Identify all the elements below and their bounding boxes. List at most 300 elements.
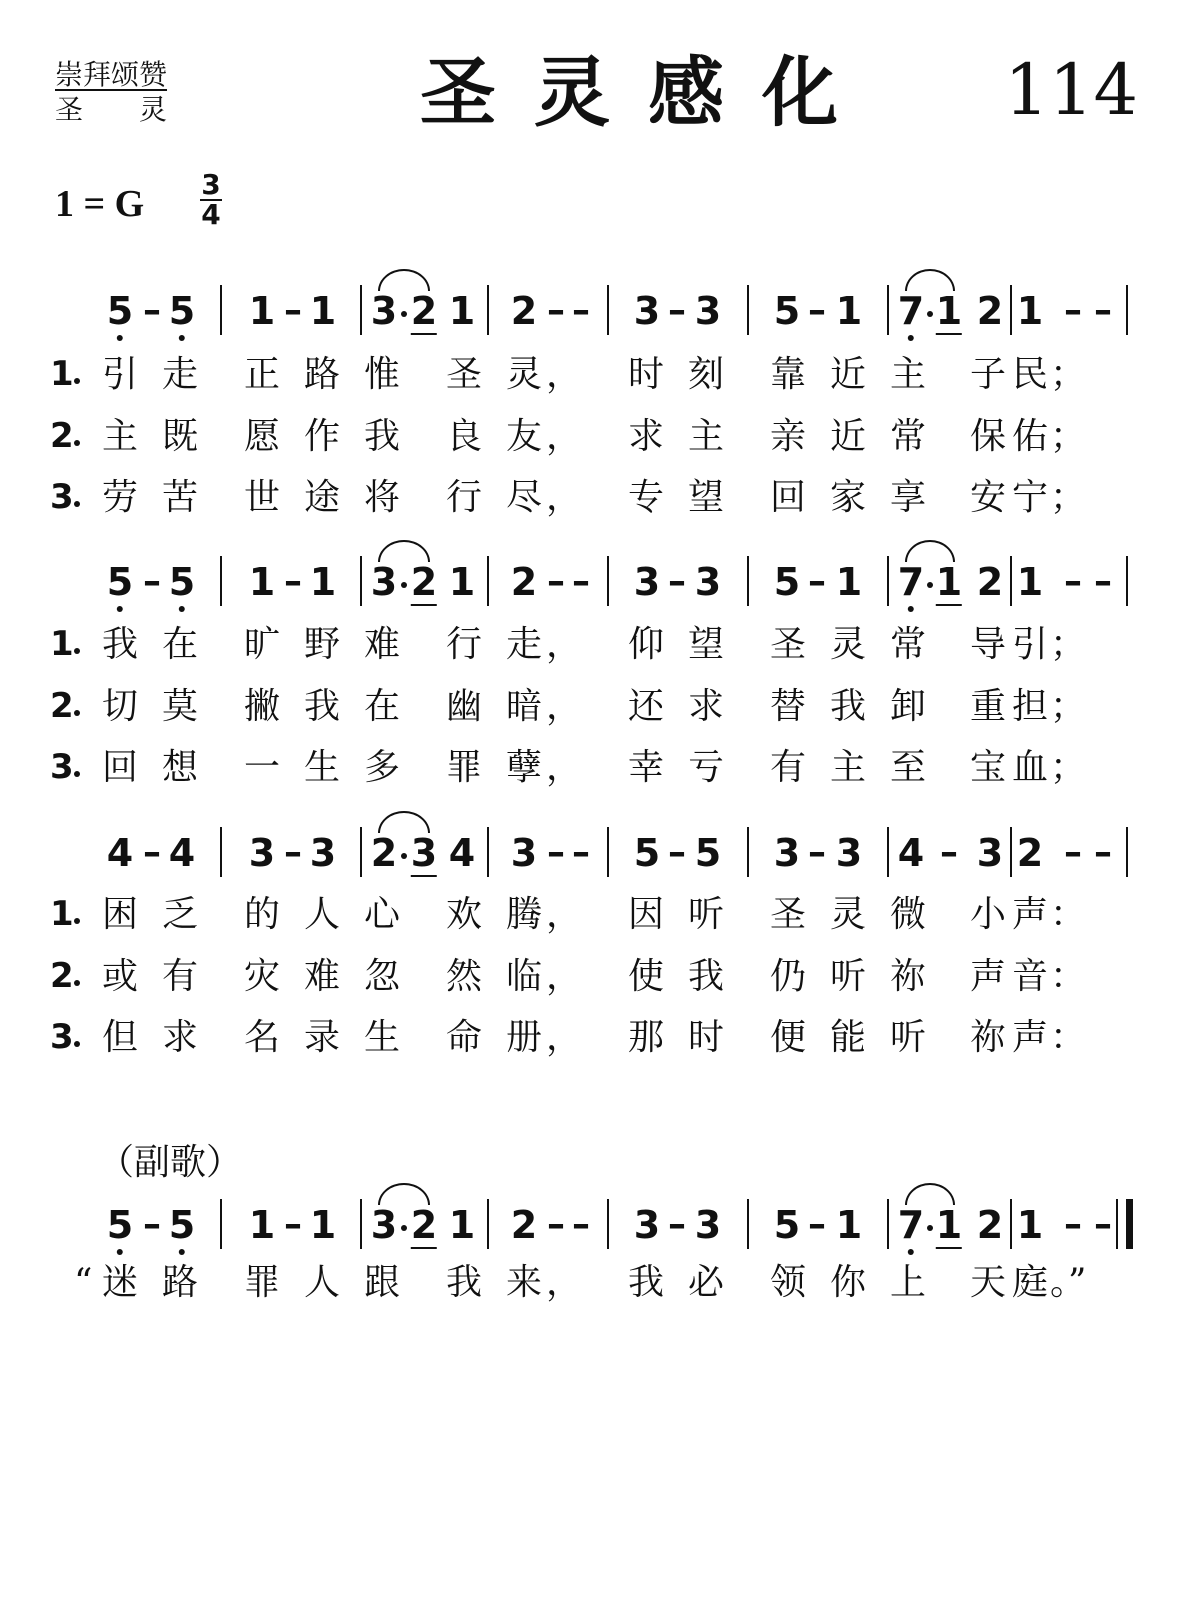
- lyric-char: 但: [101, 1017, 139, 1058]
- note-dash: –: [1064, 1204, 1082, 1245]
- lyric-punctuation: ，: [546, 747, 583, 788]
- lyric-char: 尽: [505, 477, 543, 518]
- note: 3: [694, 560, 722, 604]
- lyric-char: 家: [829, 477, 867, 518]
- note: 3: [370, 560, 398, 604]
- time-signature-top: 3: [201, 168, 221, 201]
- lyric-char: 听: [829, 956, 867, 997]
- lyric-char: 常: [889, 624, 927, 665]
- lyric-char: 仍: [769, 956, 807, 997]
- lyric-char: 然: [445, 956, 483, 997]
- note: 3: [773, 831, 801, 875]
- note: 1: [448, 289, 476, 333]
- lyric-punctuation: ，: [546, 354, 583, 395]
- barline: [607, 285, 609, 335]
- low-octave-dot: [908, 335, 914, 341]
- note: 2: [410, 560, 438, 604]
- lyric-char: 灵: [829, 894, 867, 935]
- lyric-char: 听: [889, 1017, 927, 1058]
- note: 1: [248, 289, 276, 333]
- lyric-line: [0, 747, 1200, 797]
- lyric-char: 人: [303, 1262, 341, 1303]
- note: 3: [510, 831, 538, 875]
- lyric-char: 行: [445, 624, 483, 665]
- note-dash: –: [547, 290, 565, 331]
- lyric-char: 我: [445, 1262, 483, 1303]
- lyric-char: 来: [505, 1262, 543, 1303]
- lyric-char: 册: [505, 1017, 543, 1058]
- lyric-line: [0, 894, 1200, 944]
- lyric-char: 专: [627, 477, 665, 518]
- notation-line: [0, 285, 1200, 345]
- note: 1: [935, 1203, 963, 1247]
- lyric-punctuation: ；: [1050, 686, 1087, 727]
- lyric-char: 我: [627, 1262, 665, 1303]
- verse-number-dot: [74, 440, 80, 446]
- verse-number-dot: [74, 771, 80, 777]
- lyric-char: 莫: [161, 686, 199, 727]
- note: 1: [935, 289, 963, 333]
- note: 5: [107, 289, 133, 333]
- note-dash: –: [284, 290, 302, 331]
- slur-mark: [905, 540, 955, 562]
- lyric-char: 刻: [687, 354, 725, 395]
- barline: [487, 285, 489, 335]
- lyric-char: 的: [243, 894, 281, 935]
- lyric-char: 临: [505, 956, 543, 997]
- barline: [747, 827, 749, 877]
- note: 1: [309, 1203, 337, 1247]
- lyric-char: 引: [101, 354, 139, 395]
- lyric-char: 声: [969, 956, 1007, 997]
- note: 4: [168, 831, 196, 875]
- note: 7: [898, 1203, 924, 1247]
- eighth-underline: [936, 1247, 962, 1249]
- lyric-punctuation: 。”: [1050, 1262, 1087, 1303]
- lyric-char: 命: [445, 1017, 483, 1058]
- lyric-punctuation: ；: [1050, 416, 1087, 457]
- lyric-char: 保: [969, 416, 1007, 457]
- lyric-char: 佑: [1011, 416, 1049, 457]
- note-dash: –: [1064, 832, 1082, 873]
- lyric-char: 时: [627, 354, 665, 395]
- barline: [1126, 827, 1128, 877]
- verse-number: 1: [50, 624, 74, 664]
- lyric-punctuation: ，: [546, 416, 583, 457]
- lyric-line: [0, 1017, 1200, 1067]
- lyric-char: 或: [101, 956, 139, 997]
- note: 1: [1016, 560, 1044, 604]
- note: 3: [633, 1203, 661, 1247]
- lyric-punctuation: ：: [1050, 894, 1087, 935]
- barline: [360, 556, 362, 606]
- verse-number-dot: [74, 710, 80, 716]
- note-dash: –: [547, 561, 565, 602]
- lyric-char: 音: [1011, 956, 1049, 997]
- notation-line: [0, 556, 1200, 616]
- lyric-char: 既: [161, 416, 199, 457]
- note: 3: [633, 289, 661, 333]
- lyric-char: 作: [303, 416, 341, 457]
- verse-number-dot: [74, 378, 80, 384]
- lyric-char: 求: [687, 686, 725, 727]
- note: 2: [976, 289, 1004, 333]
- verse-number: 1: [50, 894, 74, 934]
- barline: [220, 556, 222, 606]
- note-dash: –: [1094, 290, 1112, 331]
- lyric-char: 主: [829, 747, 867, 788]
- note: 3: [633, 560, 661, 604]
- lyric-char: 导: [969, 624, 1007, 665]
- note: 5: [694, 831, 722, 875]
- lyric-char: 因: [627, 894, 665, 935]
- note: 5: [773, 1203, 801, 1247]
- lyric-char: 愿: [243, 416, 281, 457]
- lyric-char: 我: [687, 956, 725, 997]
- lyric-char: 求: [627, 416, 665, 457]
- note: 1: [309, 560, 337, 604]
- lyric-char: 使: [627, 956, 665, 997]
- lyric-char: 罪: [445, 747, 483, 788]
- lyric-char: 主: [889, 354, 927, 395]
- note: 1: [448, 1203, 476, 1247]
- lyric-char: 罪: [243, 1262, 281, 1303]
- note: 3: [410, 831, 438, 875]
- note-dash: –: [143, 832, 161, 873]
- note-dash: –: [547, 832, 565, 873]
- note: 2: [410, 289, 438, 333]
- lyric-char: 近: [829, 416, 867, 457]
- lyric-char: 主: [101, 416, 139, 457]
- lyric-char: 正: [243, 354, 281, 395]
- note: 5: [107, 560, 133, 604]
- verse-number: 3: [50, 477, 74, 517]
- note: 2: [976, 560, 1004, 604]
- lyric-char: 重: [969, 686, 1007, 727]
- lyric-char: 圣: [445, 354, 483, 395]
- barline: [887, 556, 889, 606]
- note-dash: –: [572, 1204, 590, 1245]
- lyric-char: 有: [769, 747, 807, 788]
- lyric-char: 灾: [243, 956, 281, 997]
- note: 2: [510, 1203, 538, 1247]
- lyric-char: 世: [243, 477, 281, 518]
- note: 1: [309, 289, 337, 333]
- note-dash: –: [143, 561, 161, 602]
- note: 7: [898, 560, 924, 604]
- note: 2: [510, 560, 538, 604]
- lyric-char: 还: [627, 686, 665, 727]
- note-dash: –: [668, 290, 686, 331]
- lyric-char: 难: [303, 956, 341, 997]
- lyric-char: 时: [687, 1017, 725, 1058]
- barline: [1126, 1199, 1133, 1249]
- lyric-char: 走: [161, 354, 199, 395]
- lyric-char: 路: [161, 1262, 199, 1303]
- lyric-char: 回: [101, 747, 139, 788]
- barline: [487, 1199, 489, 1249]
- note-dash: –: [1064, 290, 1082, 331]
- verse-number-dot: [74, 501, 80, 507]
- lyric-char: 上: [889, 1262, 927, 1303]
- lyric-char: 途: [303, 477, 341, 518]
- lyric-char: 望: [687, 477, 725, 518]
- note: 3: [694, 289, 722, 333]
- lyric-char: 便: [769, 1017, 807, 1058]
- slur-mark: [905, 269, 955, 291]
- lyric-char: 切: [101, 686, 139, 727]
- barline: [607, 556, 609, 606]
- lyric-char: 享: [889, 477, 927, 518]
- barline: [360, 285, 362, 335]
- lyric-char: 暗: [505, 686, 543, 727]
- lyric-char: 孽: [505, 747, 543, 788]
- augmentation-dot: [401, 311, 407, 317]
- barline: [607, 1199, 609, 1249]
- lyric-char: 至: [889, 747, 927, 788]
- note-dash: –: [572, 832, 590, 873]
- barline: [360, 827, 362, 877]
- note: 5: [169, 560, 195, 604]
- note: 7: [898, 289, 924, 333]
- lyric-punctuation: ，: [546, 686, 583, 727]
- note: 3: [309, 831, 337, 875]
- verse-number: 3: [50, 747, 74, 787]
- lyric-char: 录: [303, 1017, 341, 1058]
- note-dash: –: [808, 1204, 826, 1245]
- lyric-char: 心: [363, 894, 401, 935]
- lyric-char: 天: [969, 1262, 1007, 1303]
- lyric-char: 迷: [101, 1262, 139, 1303]
- lyric-char: 欢: [445, 894, 483, 935]
- note: 1: [835, 289, 863, 333]
- note: 3: [976, 831, 1004, 875]
- lyric-punctuation: ，: [546, 894, 583, 935]
- lyric-char: 良: [445, 416, 483, 457]
- augmentation-dot: [927, 582, 933, 588]
- low-octave-dot: [117, 335, 123, 341]
- note-dash: –: [572, 290, 590, 331]
- lyric-char: 难: [363, 624, 401, 665]
- lyric-char: 望: [687, 624, 725, 665]
- note-dash: –: [668, 1204, 686, 1245]
- lyric-char: 小: [969, 894, 1007, 935]
- note-dash: –: [808, 290, 826, 331]
- slur-mark: [378, 540, 430, 562]
- note: 2: [1016, 831, 1044, 875]
- note-dash: –: [1094, 561, 1112, 602]
- note-dash: –: [284, 561, 302, 602]
- note-dash: –: [940, 832, 958, 873]
- lyric-char: 卸: [889, 686, 927, 727]
- note: 1: [248, 1203, 276, 1247]
- barline-final-thin: [1116, 1199, 1118, 1249]
- lyric-char: 走: [505, 624, 543, 665]
- eighth-underline: [411, 333, 437, 335]
- lyric-punctuation: ，: [546, 1262, 583, 1303]
- lyric-char: 跟: [363, 1262, 401, 1303]
- lyric-punctuation: ，: [546, 956, 583, 997]
- barline: [747, 556, 749, 606]
- note-dash: –: [572, 561, 590, 602]
- note: 1: [448, 560, 476, 604]
- note: 1: [248, 560, 276, 604]
- lyric-char: 求: [161, 1017, 199, 1058]
- note-dash: –: [1094, 832, 1112, 873]
- hymn-subcategory: 圣灵: [55, 93, 224, 126]
- lyric-char: 有: [161, 956, 199, 997]
- lyric-char: 祢: [969, 1017, 1007, 1058]
- lyric-char: 在: [161, 624, 199, 665]
- note: 2: [370, 831, 398, 875]
- low-octave-dot: [117, 1249, 123, 1255]
- note: 3: [370, 289, 398, 333]
- barline: [1010, 285, 1012, 335]
- note: 5: [169, 289, 195, 333]
- barline: [1126, 556, 1128, 606]
- barline: [487, 556, 489, 606]
- hymn-number: 114: [1004, 49, 1138, 131]
- slur-mark: [378, 1183, 430, 1205]
- barline: [607, 827, 609, 877]
- lyric-punctuation: ，: [546, 477, 583, 518]
- barline: [1126, 285, 1128, 335]
- note-dash: –: [668, 832, 686, 873]
- augmentation-dot: [927, 1225, 933, 1231]
- open-quote: “: [74, 1262, 93, 1303]
- lyric-char: 友: [505, 416, 543, 457]
- barline: [220, 1199, 222, 1249]
- eighth-underline: [411, 875, 437, 877]
- verse-number-dot: [74, 1041, 80, 1047]
- lyric-line: [0, 956, 1200, 1006]
- eighth-underline: [936, 604, 962, 606]
- lyric-char: 灵: [829, 624, 867, 665]
- lyric-char: 圣: [769, 894, 807, 935]
- augmentation-dot: [401, 1225, 407, 1231]
- lyric-char: 生: [363, 1017, 401, 1058]
- note: 2: [976, 1203, 1004, 1247]
- note: 5: [633, 831, 661, 875]
- barline: [887, 827, 889, 877]
- barline: [887, 1199, 889, 1249]
- barline: [487, 827, 489, 877]
- lyric-char: 亏: [687, 747, 725, 788]
- lyric-punctuation: ；: [1050, 477, 1087, 518]
- augmentation-dot: [401, 582, 407, 588]
- lyric-punctuation: ：: [1050, 1017, 1087, 1058]
- slur-mark: [378, 811, 430, 833]
- verse-number: 3: [50, 1017, 74, 1057]
- note: 5: [773, 289, 801, 333]
- note-dash: –: [1064, 561, 1082, 602]
- eighth-underline: [936, 333, 962, 335]
- lyric-char: 替: [769, 686, 807, 727]
- lyric-char: 那: [627, 1017, 665, 1058]
- lyric-line: [0, 686, 1200, 736]
- note: 3: [835, 831, 863, 875]
- note-dash: –: [284, 832, 302, 873]
- lyric-char: 行: [445, 477, 483, 518]
- note: 4: [897, 831, 925, 875]
- lyric-char: 劳: [101, 477, 139, 518]
- lyric-char: 在: [363, 686, 401, 727]
- time-signature: [196, 168, 226, 231]
- lyric-char: 野: [303, 624, 341, 665]
- verse-number: 1: [50, 354, 74, 394]
- barline: [1010, 556, 1012, 606]
- time-signature-bottom: 4: [201, 198, 221, 231]
- lyric-char: 庭: [1011, 1262, 1049, 1303]
- lyric-punctuation: ；: [1050, 624, 1087, 665]
- lyric-char: 引: [1011, 624, 1049, 665]
- chorus-label: （副歌）: [98, 1142, 243, 1183]
- hymn-category: 崇拜颂赞: [55, 58, 168, 91]
- note-dash: –: [143, 1204, 161, 1245]
- lyric-char: 安: [969, 477, 1007, 518]
- lyric-char: 靠: [769, 354, 807, 395]
- note: 2: [510, 289, 538, 333]
- lyric-line: [0, 624, 1200, 674]
- key-signature: 1 = G: [55, 183, 145, 225]
- low-octave-dot: [908, 606, 914, 612]
- lyric-char: 撇: [243, 686, 281, 727]
- lyric-char: 我: [363, 416, 401, 457]
- lyric-char: 民: [1011, 354, 1049, 395]
- lyric-char: 声: [1011, 894, 1049, 935]
- lyric-char: 腾: [505, 894, 543, 935]
- verse-number: 2: [50, 956, 74, 996]
- lyric-char: 你: [829, 1262, 867, 1303]
- note: 5: [773, 560, 801, 604]
- note: 1: [935, 560, 963, 604]
- note-dash: –: [1094, 1204, 1112, 1245]
- low-octave-dot: [908, 1249, 914, 1255]
- note: 1: [1016, 1203, 1044, 1247]
- verse-number-dot: [74, 918, 80, 924]
- note: 3: [694, 1203, 722, 1247]
- note: 4: [448, 831, 476, 875]
- lyric-char: 乏: [161, 894, 199, 935]
- note: 5: [107, 1203, 133, 1247]
- barline: [747, 1199, 749, 1249]
- note: 3: [248, 831, 276, 875]
- barline: [360, 1199, 362, 1249]
- lyric-char: 听: [687, 894, 725, 935]
- note: 4: [106, 831, 134, 875]
- barline: [220, 285, 222, 335]
- low-octave-dot: [117, 606, 123, 612]
- lyric-char: 人: [303, 894, 341, 935]
- lyric-char: 声: [1011, 1017, 1049, 1058]
- note: 1: [1016, 289, 1044, 333]
- note-dash: –: [668, 561, 686, 602]
- lyric-char: 必: [687, 1262, 725, 1303]
- note-dash: –: [284, 1204, 302, 1245]
- lyric-punctuation: ；: [1050, 354, 1087, 395]
- note: 2: [410, 1203, 438, 1247]
- barline: [887, 285, 889, 335]
- augmentation-dot: [401, 853, 407, 859]
- lyric-char: 宝: [969, 747, 1007, 788]
- verse-number-dot: [74, 980, 80, 986]
- augmentation-dot: [927, 311, 933, 317]
- lyric-char: 血: [1011, 747, 1049, 788]
- lyric-char: 圣: [769, 624, 807, 665]
- lyric-char: 仰: [627, 624, 665, 665]
- lyric-line: [0, 416, 1200, 466]
- note-dash: –: [808, 561, 826, 602]
